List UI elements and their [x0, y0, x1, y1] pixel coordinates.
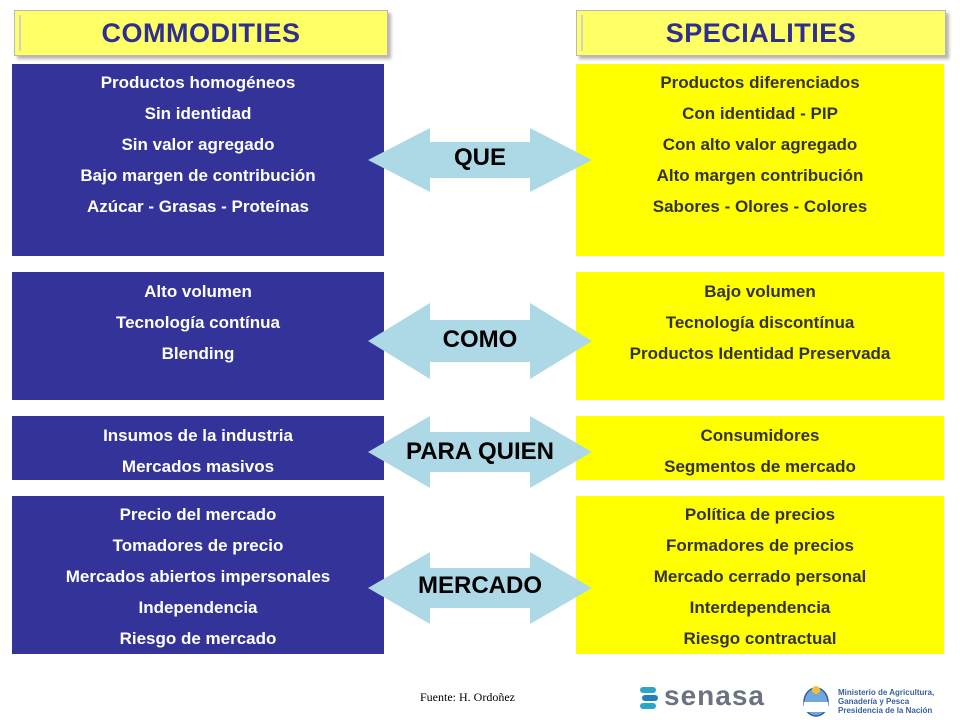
commodities-item: Insumos de la industria [103, 426, 293, 445]
arrow-label-mercado: MERCADO [418, 572, 542, 599]
specialities-que-box [576, 64, 944, 256]
specialities-item: Con alto valor agregado [662, 135, 858, 154]
ministerio-line: Presidencia de la Nación [838, 706, 933, 715]
specialities-item: Mercado cerrado personal [653, 567, 867, 586]
commodities-como-box [12, 272, 384, 400]
specialities-item: Productos Identidad Preservada [629, 344, 891, 363]
specialities-item: Con identidad - PIP [682, 104, 838, 123]
specialities-para-quien-box [576, 416, 944, 480]
specialities-item: Segmentos de mercado [664, 457, 856, 476]
commodities-item: Blending [161, 344, 235, 363]
commodities-item: Precio del mercado [119, 505, 277, 524]
specialities-item: Tecnología discontínua [665, 313, 855, 332]
specialities-item: Riesgo contractual [683, 629, 837, 648]
header-accent-bar [19, 15, 21, 51]
ministerio-text [838, 688, 958, 715]
specialities-item: Política de precios [684, 505, 836, 524]
specialities-como-box [576, 272, 944, 400]
commodities-item: Azúcar - Grasas - Proteínas [86, 197, 310, 216]
commodities-item: Mercados masivos [121, 457, 275, 476]
ministerio-line: Ministerio de Agricultura, [838, 688, 935, 697]
specialities-item: Alto margen contribución [656, 166, 864, 185]
commodities-item: Tomadores de precio [112, 536, 284, 555]
argentina-coat-of-arms-icon [800, 684, 832, 718]
arrow-label-que: QUE [453, 144, 506, 171]
specialities-item: Interdependencia [689, 598, 831, 617]
arrow-label-como: COMO [442, 326, 518, 353]
specialities-item: Formadores de precios [665, 536, 854, 555]
commodities-header [14, 10, 388, 56]
specialities-mercado-box [576, 496, 944, 654]
commodities-header-label: COMMODITIES [101, 17, 301, 48]
commodities-para-quien-box [12, 416, 384, 480]
specialities-item: Sabores - Olores - Colores [652, 197, 868, 216]
ministerio-line: Ganadería y Pesca [838, 697, 910, 706]
specialities-header [576, 10, 946, 56]
senasa-logo-text: senasa [664, 680, 765, 711]
commodities-item: Sin identidad [144, 104, 252, 123]
specialities-header-label: SPECIALITIES [665, 17, 857, 48]
commodities-mercado-box [12, 496, 384, 654]
commodities-que-box [12, 64, 384, 256]
commodities-item: Mercados abiertos impersonales [65, 567, 331, 586]
source-citation: Fuente: H. Ordoñez [420, 690, 515, 704]
specialities-item: Consumidores [700, 426, 820, 445]
header-accent-bar [581, 15, 583, 51]
arrow-label-para-quien: PARA QUIEN [405, 438, 554, 465]
commodities-item: Bajo margen de contribución [80, 166, 316, 185]
commodities-item: Productos homogéneos [100, 73, 296, 92]
commodities-item: Sin valor agregado [121, 135, 275, 154]
commodities-item: Riesgo de mercado [119, 629, 277, 648]
specialities-item: Productos diferenciados [660, 73, 860, 92]
commodities-item: Independencia [138, 598, 258, 617]
commodities-item: Alto volumen [144, 282, 252, 301]
specialities-item: Bajo volumen [704, 282, 816, 301]
commodities-item: Tecnología contínua [115, 313, 281, 332]
